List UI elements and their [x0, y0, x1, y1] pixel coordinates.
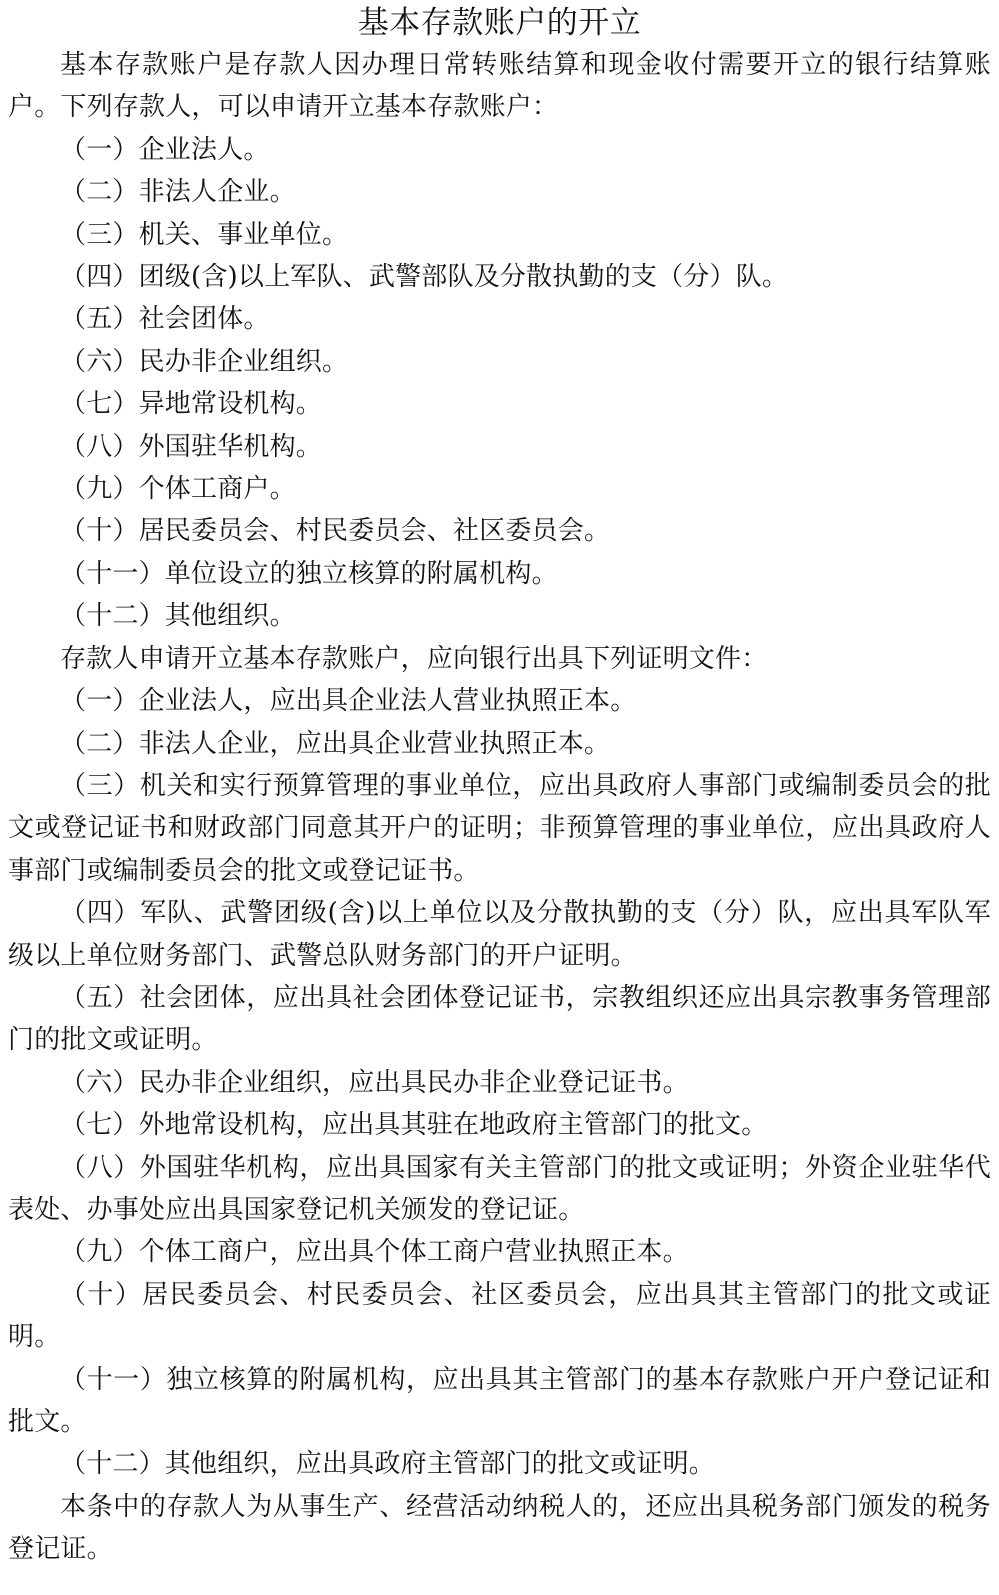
document-item: （三）机关和实行预算管理的事业单位，应出具政府人事部门或编制委员会的批文或登记证书和财政部门同意其开户的证明；非预算管理的事业单位，应出具政府人事部门或编制委员会的批文或登记证书。 [8, 770, 991, 886]
closing-paragraph: 本条中的存款人为从事生产、经营活动纳税人的，还应出具税务部门颁发的税务登记证。 [8, 1491, 991, 1565]
eligible-item: （十二）其他组织。 [60, 601, 296, 632]
document-item: （二）非法人企业，应出具企业营业执照正本。 [60, 728, 611, 759]
documents-intro-paragraph: 存款人申请开立基本存款账户，应向银行出具下列证明文件： [60, 643, 768, 674]
eligible-item: （六）民办非企业组织。 [60, 346, 349, 377]
intro-paragraph: 基本存款账户是存款人因办理日常转账结算和现金收付需要开立的银行结算账户。下列存款人，可以申请开立基本存款账户： [8, 50, 991, 123]
document-title: 基本存款账户的开立 [357, 5, 642, 41]
eligible-item: （一）企业法人。 [60, 134, 270, 165]
eligible-item: （八）外国驻华机构。 [60, 431, 323, 462]
eligible-list [8, 129, 991, 638]
document-item: （四）军队、武警团级(含)以上单位以及分散执勤的支（分）队，应出具军队军级以上单位财务部门、武警总队财务部门的开户证明。 [8, 898, 991, 971]
document-item: （七）外地常设机构，应出具其驻在地政府主管部门的批文。 [60, 1110, 768, 1141]
eligible-item: （十）居民委员会、村民委员会、社区委员会。 [60, 516, 611, 547]
eligible-item: （四）团级(含)以上军队、武警部队及分散执勤的支（分）队。 [60, 262, 789, 293]
document-item: （一）企业法人，应出具企业法人营业执照正本。 [60, 686, 637, 717]
eligible-item: （二）非法人企业。 [60, 177, 296, 208]
document-item: （十）居民委员会、村民委员会、社区委员会，应出具其主管部门的批文或证明。 [8, 1279, 991, 1353]
document-item: （十一）独立核算的附属机构，应出具其主管部门的基本存款账户开户登记证和批文。 [8, 1364, 991, 1437]
eligible-item: （五）社会团体。 [60, 304, 270, 335]
eligible-item: （三）机关、事业单位。 [60, 219, 349, 250]
eligible-item: （九）个体工商户。 [60, 474, 296, 505]
eligible-item: （七）异地常设机构。 [60, 389, 323, 420]
document-item: （十二）其他组织，应出具政府主管部门的批文或证明。 [60, 1449, 716, 1480]
document-item: （八）外国驻华机构，应出具国家有关主管部门的批文或证明；外资企业驻华代表处、办事处应出具国家登记机关颁发的登记证。 [8, 1152, 991, 1225]
document-item: （六）民办非企业组织，应出具民办非企业登记证书。 [60, 1067, 689, 1098]
documents-list [8, 680, 991, 1486]
eligible-item: （十一）单位设立的独立核算的附属机构。 [60, 558, 558, 589]
document-item: （五）社会团体，应出具社会团体登记证书，宗教组织还应出具宗教事务管理部门的批文或证明。 [8, 982, 991, 1056]
document-item: （九）个体工商户，应出具个体工商户营业执照正本。 [60, 1237, 689, 1268]
